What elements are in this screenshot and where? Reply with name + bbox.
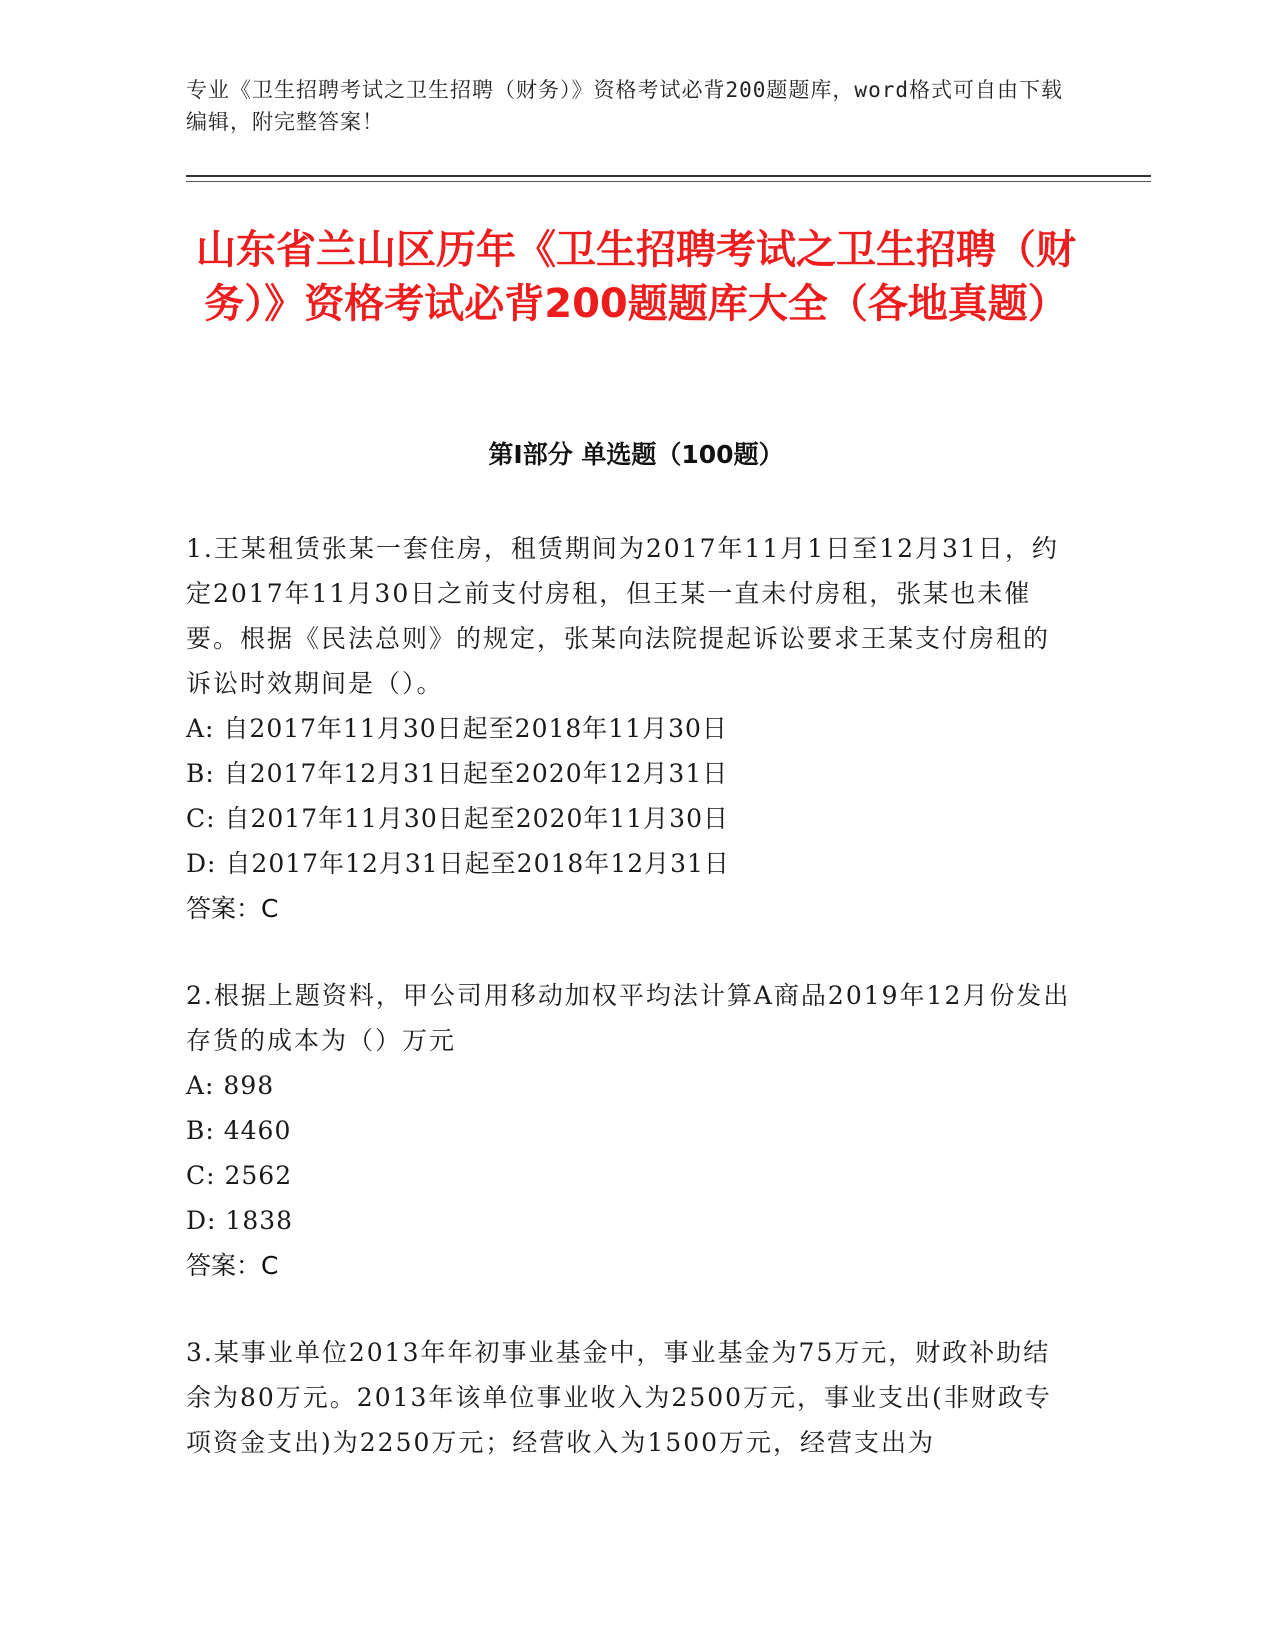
header-rule-thin: [186, 181, 1151, 182]
header-note: 专业《卫生招聘考试之卫生招聘（财务）》资格考试必背200题题库，word格式可自由下载编辑，附完整答案！: [186, 78, 1063, 134]
question-2: [186, 973, 1076, 1288]
option-b: B: 自2017年12月31日起至2020年12月31日: [186, 759, 729, 788]
section-title: 第Ⅰ部分 单选题（100题）: [488, 440, 784, 469]
header-rule-thick: [186, 175, 1151, 177]
question-1: [186, 526, 1076, 931]
option-c: C: 2562: [186, 1161, 293, 1190]
answer: 答案：C: [186, 1251, 279, 1280]
option-c: C: 自2017年11月30日起至2020年11月30日: [186, 804, 729, 833]
option-a: A: 自2017年11月30日起至2018年11月30日: [186, 714, 728, 743]
option-d: D: 1838: [186, 1206, 294, 1235]
document-title: 山东省兰山区历年《卫生招聘考试之卫生招聘（财务）》资格考试必背200题题库大全（各地真题）: [196, 227, 1076, 327]
question-3: [186, 1330, 1076, 1465]
option-b: B: 4460: [186, 1116, 292, 1145]
question-stem: 1.王某租赁张某一套住房，租赁期间为2017年11月1日至12月31日，约定2017年11月30日之前支付房租，但王某一直未付房租，张某也未催要。根据《民法总则》的规定，张某向法院提起诉讼要求王某支付房租的诉讼时效期间是（）。: [186, 534, 1059, 698]
answer: 答案：C: [186, 894, 279, 923]
option-d: D: 自2017年12月31日起至2018年12月31日: [186, 849, 730, 878]
question-list: [186, 526, 1076, 1507]
question-stem: 3.某事业单位2013年年初事业基金中，事业基金为75万元，财政补助结余为80万元。2013年该单位事业收入为2500万元，事业支出(非财政专项资金支出)为2250万元；经营收入为1500万元，经营支出为: [186, 1338, 1052, 1457]
option-a: A: 898: [186, 1071, 275, 1100]
question-stem: 2.根据上题资料，甲公司用移动加权平均法计算A商品2019年12月份发出存货的成本为（）万元: [186, 981, 1071, 1055]
